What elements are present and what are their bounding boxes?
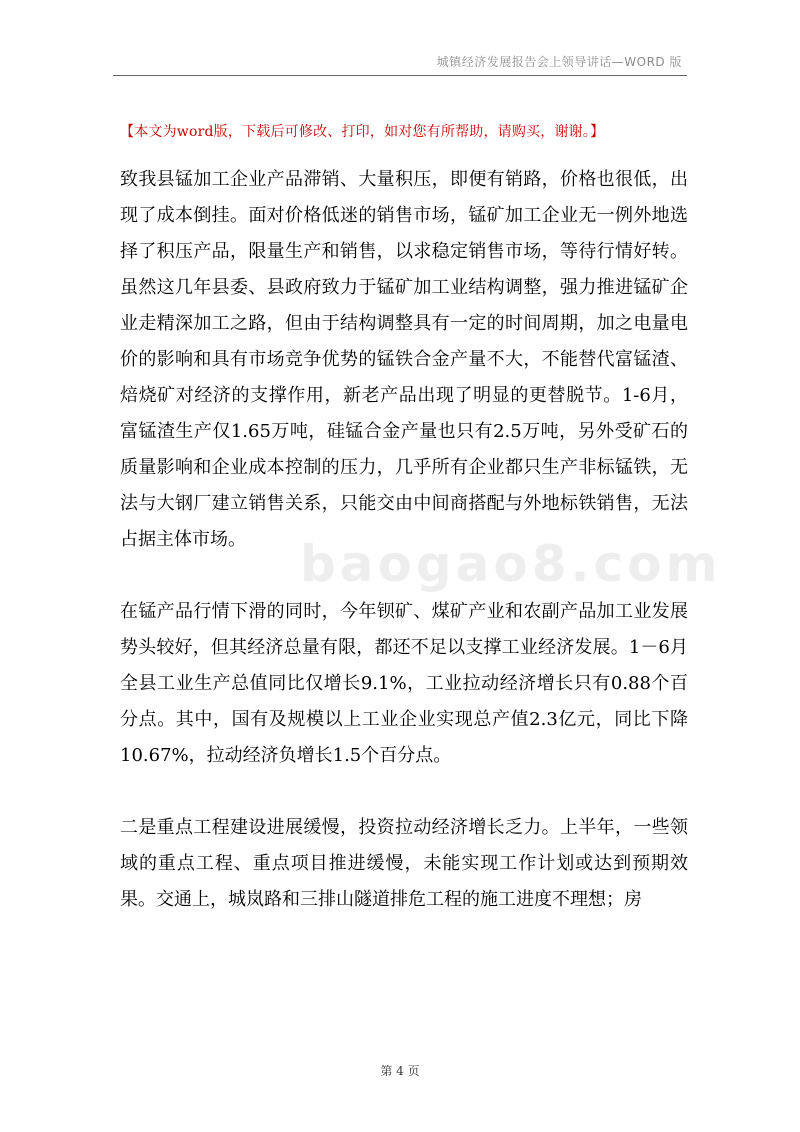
download-notice: 【本文为word版，下载后可修改、打印，如对您有所帮助，请购买，谢谢。】 <box>120 124 605 140</box>
running-header: 城镇经济发展报告会上领导讲话—WORD 版 <box>436 55 682 69</box>
page-number: 第 4 页 <box>380 1064 420 1078</box>
paragraph: 二是重点工程建设进展缓慢，投资拉动经济增长乏力。上半年，一些领域的重点工程、重点项目推进缓慢，未能实现工作计划或达到预期效果。交通上，城岚路和三排山隧道排危工程的施工进度不理想；房 <box>120 817 688 910</box>
header-divider <box>113 75 687 76</box>
document-body <box>120 162 688 918</box>
watermark: baogao8.com <box>300 535 722 593</box>
paragraph: 在锰产品行情下滑的同时，今年钡矿、煤矿产业和农副产品加工业发展势头较好，但其经济总量有限，都还不足以支撑工业经济发展。1－6月全县工业生产总值同比仅增长9.1%，工业拉动经济增长只有0.88个百分点。其中，国有及规模以上工业企业实现总产值2.3亿元，同比下降10.67%，拉动经济负增长1.5个百分点。 <box>120 601 688 766</box>
paragraph: 致我县锰加工企业产品滞销、大量积压，即便有销路，价格也很低，出现了成本倒挂。面对价格低迷的销售市场，锰矿加工企业无一例外地选择了积压产品，限量生产和销售，以求稳定销售市场，等待行情好转。虽然这几年县委、县政府致力于锰矿加工业结构调整，强力推进锰矿企业走精深加工之路，但由于结构调整具有一定的时间周期，加之电量电价的影响和具有市场竞争优势的锰铁合金产量不大，不能替代富锰渣、焙烧矿对经济的支撑作用，新老产品出现了明显的更替脱节。1-6月，富锰渣生产仅1.65万吨，硅锰合金产量也只有2.5万吨，另外受矿石的质量影响和企业成本控制的压力，几乎所有企业都只生产非标锰铁，无法与大钢厂建立销售关系，只能交由中间商搭配与外地标铁销售，无法占据主体市场。 <box>120 169 688 550</box>
